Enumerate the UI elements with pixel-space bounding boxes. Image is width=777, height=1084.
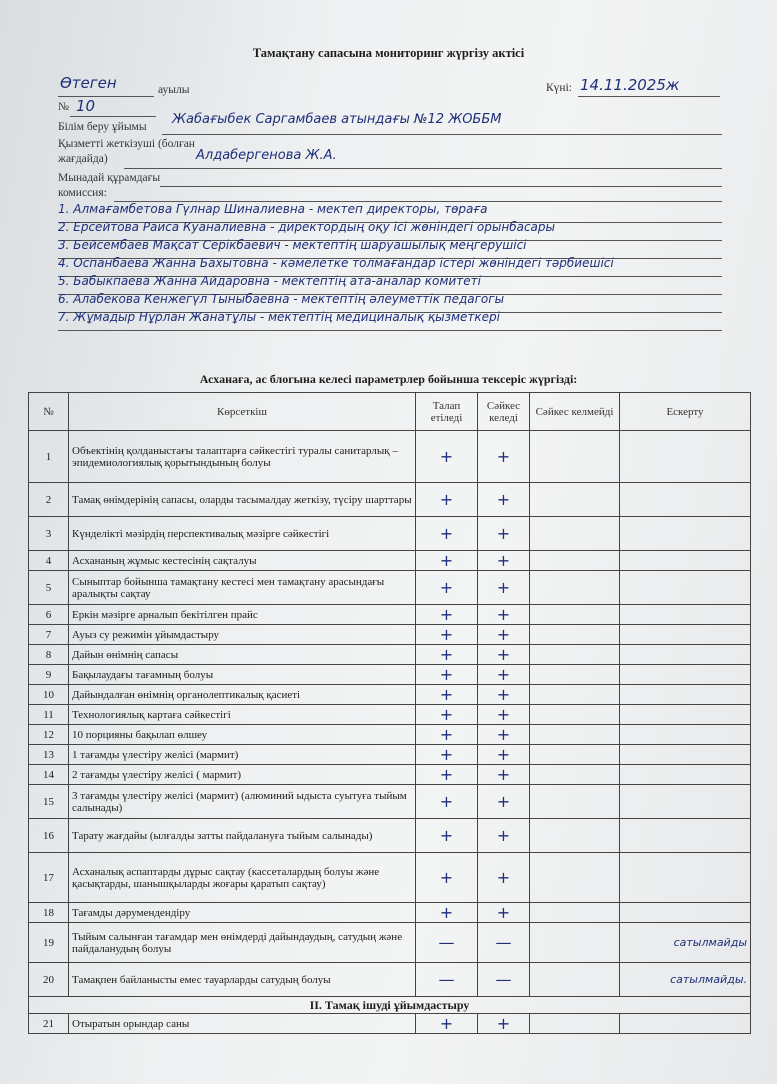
- row-number: 4: [29, 551, 69, 571]
- row-compliant-mark: +: [478, 1014, 530, 1034]
- row-note: сатылмайды: [620, 923, 751, 963]
- row-required-mark: —: [416, 963, 478, 997]
- commission-label-1: Мынадай құрамдағы: [58, 172, 161, 184]
- row-noncompliant-mark: [530, 745, 620, 765]
- row-required-mark: +: [416, 765, 478, 785]
- number-underline: [70, 116, 156, 117]
- row-noncompliant-mark: [530, 705, 620, 725]
- row-note: [620, 645, 751, 665]
- row-required-mark: +: [416, 665, 478, 685]
- row-required-mark: +: [416, 571, 478, 605]
- row-compliant-mark: —: [478, 923, 530, 963]
- commission-member-1: 1. Алмағамбетова Гүлнар Шиналиевна - мектеп директоры, төраға: [58, 202, 488, 216]
- row-number: 18: [29, 903, 69, 923]
- table-row: [29, 1014, 751, 1034]
- row-number: 15: [29, 785, 69, 819]
- col-noncompliant-header: Сәйкес келмейді: [530, 393, 620, 431]
- row-required-mark: +: [416, 745, 478, 765]
- row-compliant-mark: +: [478, 645, 530, 665]
- school-underline: [162, 134, 722, 135]
- row-compliant-mark: +: [478, 605, 530, 625]
- performer-value: Алдабергенова Ж.А.: [196, 148, 337, 163]
- row-note: [620, 819, 751, 853]
- row-noncompliant-mark: [530, 785, 620, 819]
- row-note: [620, 1014, 751, 1034]
- number-value: 10: [76, 97, 96, 115]
- table-row: [29, 923, 751, 963]
- village-underline: [58, 96, 154, 97]
- row-compliant-mark: —: [478, 963, 530, 997]
- row-compliant-mark: +: [478, 853, 530, 903]
- row-indicator: Дайын өнімнің сапасы: [69, 645, 416, 665]
- row-note: [620, 705, 751, 725]
- row-required-mark: +: [416, 517, 478, 551]
- row-required-mark: +: [416, 903, 478, 923]
- row-required-mark: +: [416, 705, 478, 725]
- row-note: [620, 431, 751, 483]
- row-noncompliant-mark: [530, 819, 620, 853]
- date-label: Күні:: [546, 82, 572, 94]
- row-noncompliant-mark: [530, 605, 620, 625]
- row-noncompliant-mark: [530, 665, 620, 685]
- row-compliant-mark: +: [478, 665, 530, 685]
- row-number: 12: [29, 725, 69, 745]
- row-required-mark: +: [416, 605, 478, 625]
- row-compliant-mark: +: [478, 685, 530, 705]
- table-header-row: [29, 393, 751, 431]
- row-required-mark: +: [416, 551, 478, 571]
- row-required-mark: +: [416, 625, 478, 645]
- row-number: 6: [29, 605, 69, 625]
- commission-member-6: 6. Алабекова Кенжегүл Тыныбаевна - мектептің әлеуметтік педагогы: [58, 292, 505, 306]
- row-noncompliant-mark: [530, 963, 620, 997]
- school-label: Білім беру ұйымы: [58, 121, 147, 133]
- row-compliant-mark: +: [478, 483, 530, 517]
- row-compliant-mark: +: [478, 785, 530, 819]
- row-required-mark: +: [416, 431, 478, 483]
- row-noncompliant-mark: [530, 483, 620, 517]
- row-compliant-mark: +: [478, 745, 530, 765]
- row-indicator: Күнделікті мәзірдің перспективалық мәзірге сәйкестігі: [69, 517, 416, 551]
- table-row: [29, 605, 751, 625]
- row-indicator: 3 тағамды үлестіру желісі (мармит) (алюминий ыдыста суытуға тыйым салынады): [69, 785, 416, 819]
- row-noncompliant-mark: [530, 903, 620, 923]
- row-noncompliant-mark: [530, 517, 620, 551]
- row-compliant-mark: +: [478, 765, 530, 785]
- table-row: [29, 645, 751, 665]
- commission-member-4: 4. Оспанбаева Жанна Бахытовна - кәмелетке толмағандар істері жөніндегі тәрбиешісі: [58, 256, 614, 270]
- table-row: [29, 765, 751, 785]
- row-required-mark: +: [416, 483, 478, 517]
- row-indicator: 2 тағамды үлестіру желісі ( мармит): [69, 765, 416, 785]
- row-number: 17: [29, 853, 69, 903]
- table-row: [29, 517, 751, 551]
- row-noncompliant-mark: [530, 765, 620, 785]
- row-indicator: Тарату жағдайы (ылғалды затты пайдалануға тыйым салынады): [69, 819, 416, 853]
- row-number: 14: [29, 765, 69, 785]
- col-note-header: Ескерту: [620, 393, 751, 431]
- row-indicator: Отыратын орындар саны: [69, 1014, 416, 1034]
- row-number: 7: [29, 625, 69, 645]
- row-note: [620, 785, 751, 819]
- row-number: 8: [29, 645, 69, 665]
- table-row: [29, 483, 751, 517]
- row-number: 5: [29, 571, 69, 605]
- row-indicator: Ауыз су режимін ұйымдастыру: [69, 625, 416, 645]
- row-compliant-mark: +: [478, 705, 530, 725]
- section-row: [29, 997, 751, 1014]
- row-indicator: Объектінің қолданыстағы талаптарға сәйкестігі туралы санитарлық – эпидемиологиялық қорытындының болуы: [69, 431, 416, 483]
- commission-member-5: 5. Бабыкпаева Жанна Айдаровна - мектептің ата-аналар комитеті: [58, 274, 481, 288]
- table-row: [29, 963, 751, 997]
- row-number: 19: [29, 923, 69, 963]
- row-indicator: 1 тағамды үлестіру желісі (мармит): [69, 745, 416, 765]
- table-row: [29, 785, 751, 819]
- document-title: Тамақтану сапасына мониторинг жүргізу актісі: [252, 46, 525, 60]
- row-noncompliant-mark: [530, 685, 620, 705]
- row-required-mark: +: [416, 853, 478, 903]
- row-note: [620, 551, 751, 571]
- row-note: [620, 625, 751, 645]
- member-underline-7: [58, 330, 722, 331]
- row-compliant-mark: +: [478, 819, 530, 853]
- row-number: 21: [29, 1014, 69, 1034]
- row-note: [620, 765, 751, 785]
- village-value: Өтеген: [60, 74, 117, 92]
- row-compliant-mark: +: [478, 571, 530, 605]
- row-indicator: Тамақпен байланысты емес тауарларды сатудың болуы: [69, 963, 416, 997]
- row-note: [620, 605, 751, 625]
- row-compliant-mark: +: [478, 903, 530, 923]
- school-value: Жабағыбек Саргамбаев атындағы №12 ЖОББМ: [172, 112, 502, 127]
- col-indicator-header: Көрсеткіш: [69, 393, 416, 431]
- table-row: [29, 705, 751, 725]
- commission-label-2: комиссия:: [58, 187, 107, 199]
- performer-label-1: Қызметті жеткізуші (болған: [58, 138, 195, 150]
- row-noncompliant-mark: [530, 645, 620, 665]
- number-label: №: [58, 101, 69, 113]
- row-required-mark: +: [416, 725, 478, 745]
- table-row: [29, 431, 751, 483]
- row-indicator: Технологиялық картаға сәйкестігі: [69, 705, 416, 725]
- row-noncompliant-mark: [530, 431, 620, 483]
- row-compliant-mark: +: [478, 551, 530, 571]
- row-note: [620, 483, 751, 517]
- table-row: [29, 745, 751, 765]
- table-row: [29, 571, 751, 605]
- row-indicator: Тағамды дәрумендендіру: [69, 903, 416, 923]
- row-number: 11: [29, 705, 69, 725]
- row-number: 2: [29, 483, 69, 517]
- commission-member-7: 7. Жұмадыр Нұрлан Жанатұлы - мектептің медициналық қызметкері: [58, 310, 500, 324]
- row-required-mark: +: [416, 819, 478, 853]
- col-required-header: Талап етіледі: [416, 393, 478, 431]
- table-row: [29, 665, 751, 685]
- row-number: 1: [29, 431, 69, 483]
- row-note: [620, 685, 751, 705]
- table-row: [29, 725, 751, 745]
- row-noncompliant-mark: [530, 725, 620, 745]
- row-indicator: Асханалық аспаптарды дұрыс сақтау (кассеталардың болуы және қасықтарды, шанышқыларды жоғары қаратып сақтау): [69, 853, 416, 903]
- row-number: 13: [29, 745, 69, 765]
- commission-underline-1: [160, 186, 722, 187]
- row-indicator: Тамақ өнімдерінің сапасы, оларды тасымалдау жеткізу, түсіру шарттары: [69, 483, 416, 517]
- row-noncompliant-mark: [530, 625, 620, 645]
- row-noncompliant-mark: [530, 571, 620, 605]
- table-row: [29, 551, 751, 571]
- row-indicator: Еркін мәзірге арналып бекітілген прайс: [69, 605, 416, 625]
- table-row: [29, 625, 751, 645]
- row-required-mark: +: [416, 785, 478, 819]
- row-required-mark: +: [416, 1014, 478, 1034]
- table-row: [29, 903, 751, 923]
- inspection-table: [28, 392, 751, 1034]
- date-underline: [578, 96, 720, 97]
- row-compliant-mark: +: [478, 517, 530, 551]
- row-noncompliant-mark: [530, 1014, 620, 1034]
- row-number: 16: [29, 819, 69, 853]
- row-number: 9: [29, 665, 69, 685]
- row-noncompliant-mark: [530, 853, 620, 903]
- date-value: 14.11.2025ж: [580, 76, 680, 94]
- row-required-mark: —: [416, 923, 478, 963]
- row-indicator: 10 порцияны бақылап өлшеу: [69, 725, 416, 745]
- row-indicator: Тыйым салынған тағамдар мен өнімдерді дайындаудың, сатудың және пайдаланудың болуы: [69, 923, 416, 963]
- row-note: [620, 853, 751, 903]
- row-compliant-mark: +: [478, 431, 530, 483]
- col-num-header: №: [29, 393, 69, 431]
- performer-underline: [124, 168, 722, 169]
- table-row: [29, 685, 751, 705]
- row-noncompliant-mark: [530, 551, 620, 571]
- row-compliant-mark: +: [478, 625, 530, 645]
- commission-member-2: 2. Ерсейтова Раиса Куаналиевна - директордың оқу ісі жөніндегі орынбасары: [58, 220, 556, 234]
- performer-label-2: жағдайда): [58, 153, 108, 165]
- commission-member-3: 3. Бейсембаев Мақсат Серікбаевич - мектептің шаруашылық меңгерушісі: [58, 238, 527, 252]
- row-noncompliant-mark: [530, 923, 620, 963]
- row-number: 3: [29, 517, 69, 551]
- row-indicator: Дайындалған өнімнің органолептикалық қасиеті: [69, 685, 416, 705]
- row-number: 10: [29, 685, 69, 705]
- row-note: [620, 903, 751, 923]
- row-number: 20: [29, 963, 69, 997]
- village-label: ауылы: [158, 84, 190, 96]
- row-note: [620, 571, 751, 605]
- row-indicator: Асхананың жұмыс кестесінің сақталуы: [69, 551, 416, 571]
- row-required-mark: +: [416, 645, 478, 665]
- row-indicator: Бақылаудағы тағамның болуы: [69, 665, 416, 685]
- row-note: [620, 665, 751, 685]
- row-required-mark: +: [416, 685, 478, 705]
- row-compliant-mark: +: [478, 725, 530, 745]
- row-note: [620, 745, 751, 765]
- row-note: сатылмайды.: [620, 963, 751, 997]
- row-note: [620, 725, 751, 745]
- section2-title: II. Тамақ ішуді ұйымдастыру: [29, 997, 751, 1014]
- table-row: [29, 819, 751, 853]
- row-indicator: Сыныптар бойынша тамақтану кестесі мен тамақтану арасындағы аралықты сақтау: [69, 571, 416, 605]
- row-note: [620, 517, 751, 551]
- table-row: [29, 853, 751, 903]
- section-title: Асханаға, ас блогына келесі параметрлер бойынша тексеріс жүргізді:: [199, 372, 578, 386]
- col-compliant-header: Сәйкес келеді: [478, 393, 530, 431]
